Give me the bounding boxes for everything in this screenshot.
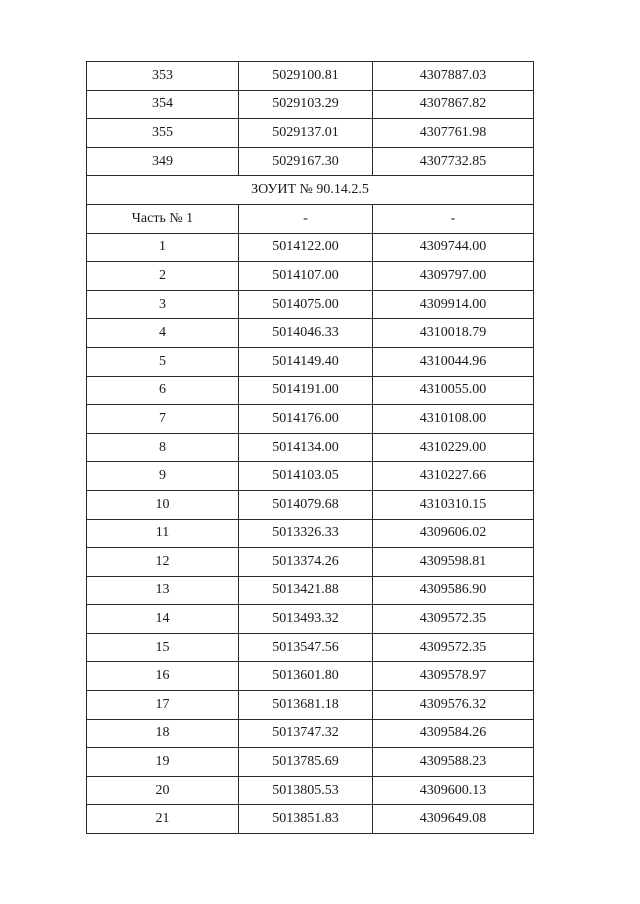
point-number-cell: 18: [87, 719, 239, 748]
coordinates-table-body: [87, 62, 534, 834]
point-number-cell: 21: [87, 805, 239, 834]
y-coordinate-cell: 4309914.00: [373, 290, 534, 319]
y-coordinate-cell: 4310018.79: [373, 319, 534, 348]
y-coordinate-cell: 4309797.00: [373, 262, 534, 291]
point-number-cell: 7: [87, 405, 239, 434]
table-row: [87, 776, 534, 805]
point-number-cell: 3: [87, 290, 239, 319]
x-coordinate-cell: 5029137.01: [239, 119, 373, 148]
point-number-cell: 8: [87, 433, 239, 462]
x-coordinate-cell: 5014191.00: [239, 376, 373, 405]
x-coordinate-cell: 5013374.26: [239, 548, 373, 577]
table-row: [87, 233, 534, 262]
y-coordinate-cell: 4307887.03: [373, 62, 534, 91]
table-row: [87, 147, 534, 176]
point-number-cell: 9: [87, 462, 239, 491]
point-number-cell: 6: [87, 376, 239, 405]
x-coordinate-cell: 5014046.33: [239, 319, 373, 348]
point-number-cell: 16: [87, 662, 239, 691]
table-row: [87, 290, 534, 319]
table-row: [87, 605, 534, 634]
point-number-cell: 20: [87, 776, 239, 805]
point-number-cell: 349: [87, 147, 239, 176]
table-row: [87, 376, 534, 405]
y-coordinate-cell: 4309606.02: [373, 519, 534, 548]
x-coordinate-cell: 5014176.00: [239, 405, 373, 434]
x-coordinate-cell: 5014122.00: [239, 233, 373, 262]
y-coordinate-cell: 4309586.90: [373, 576, 534, 605]
point-number-cell: 17: [87, 691, 239, 720]
y-coordinate-cell: 4310229.00: [373, 433, 534, 462]
point-number-cell: 15: [87, 633, 239, 662]
x-coordinate-cell: 5013681.18: [239, 691, 373, 720]
x-coordinate-cell: 5014149.40: [239, 347, 373, 376]
table-row: [87, 805, 534, 834]
x-coordinate-cell: 5029100.81: [239, 62, 373, 91]
section-header-row: [87, 176, 534, 205]
coordinates-table: [86, 61, 534, 834]
x-coordinate-cell: 5013805.53: [239, 776, 373, 805]
point-number-cell: 1: [87, 233, 239, 262]
point-number-cell: 12: [87, 548, 239, 577]
x-coordinate-cell: 5013493.32: [239, 605, 373, 634]
point-number-cell: 5: [87, 347, 239, 376]
x-coordinate-cell: 5013747.32: [239, 719, 373, 748]
table-row: [87, 719, 534, 748]
point-number-cell: 14: [87, 605, 239, 634]
y-coordinate-cell: 4309744.00: [373, 233, 534, 262]
table-row: [87, 62, 534, 91]
x-coordinate-cell: 5014134.00: [239, 433, 373, 462]
part-label-cell: Часть № 1: [87, 204, 239, 233]
x-coordinate-cell: 5014079.68: [239, 490, 373, 519]
table-row: [87, 319, 534, 348]
point-number-cell: 13: [87, 576, 239, 605]
x-coordinate-cell: 5014103.05: [239, 462, 373, 491]
point-number-cell: 353: [87, 62, 239, 91]
table-row: [87, 462, 534, 491]
point-number-cell: 4: [87, 319, 239, 348]
point-number-cell: 354: [87, 90, 239, 119]
y-coordinate-cell: 4309600.13: [373, 776, 534, 805]
table-row: [87, 262, 534, 291]
table-row: [87, 433, 534, 462]
y-coordinate-cell: 4309576.32: [373, 691, 534, 720]
table-row: [87, 490, 534, 519]
zone-title-cell: ЗОУИТ № 90.14.2.5: [87, 176, 534, 205]
point-number-cell: 10: [87, 490, 239, 519]
y-coordinate-cell: 4309649.08: [373, 805, 534, 834]
x-coordinate-cell: 5013601.80: [239, 662, 373, 691]
table-row: [87, 576, 534, 605]
table-row: [87, 347, 534, 376]
table-row: [87, 90, 534, 119]
part-x-placeholder: -: [239, 204, 373, 233]
table-row: [87, 119, 534, 148]
table-row: [87, 691, 534, 720]
y-coordinate-cell: 4309578.97: [373, 662, 534, 691]
table-row: [87, 548, 534, 577]
point-number-cell: 2: [87, 262, 239, 291]
table-row: [87, 519, 534, 548]
point-number-cell: 11: [87, 519, 239, 548]
y-coordinate-cell: 4310055.00: [373, 376, 534, 405]
x-coordinate-cell: 5029103.29: [239, 90, 373, 119]
x-coordinate-cell: 5013547.56: [239, 633, 373, 662]
table-row: [87, 748, 534, 777]
part-row: [87, 204, 534, 233]
y-coordinate-cell: 4307732.85: [373, 147, 534, 176]
x-coordinate-cell: 5029167.30: [239, 147, 373, 176]
table-row: [87, 662, 534, 691]
x-coordinate-cell: 5014107.00: [239, 262, 373, 291]
table-row: [87, 633, 534, 662]
y-coordinate-cell: 4307867.82: [373, 90, 534, 119]
y-coordinate-cell: 4310227.66: [373, 462, 534, 491]
table-row: [87, 405, 534, 434]
y-coordinate-cell: 4309572.35: [373, 633, 534, 662]
part-y-placeholder: -: [373, 204, 534, 233]
point-number-cell: 355: [87, 119, 239, 148]
y-coordinate-cell: 4309588.23: [373, 748, 534, 777]
y-coordinate-cell: 4310310.15: [373, 490, 534, 519]
y-coordinate-cell: 4310108.00: [373, 405, 534, 434]
y-coordinate-cell: 4309598.81: [373, 548, 534, 577]
y-coordinate-cell: 4309572.35: [373, 605, 534, 634]
y-coordinate-cell: 4310044.96: [373, 347, 534, 376]
x-coordinate-cell: 5013421.88: [239, 576, 373, 605]
y-coordinate-cell: 4307761.98: [373, 119, 534, 148]
point-number-cell: 19: [87, 748, 239, 777]
x-coordinate-cell: 5013785.69: [239, 748, 373, 777]
x-coordinate-cell: 5013851.83: [239, 805, 373, 834]
x-coordinate-cell: 5014075.00: [239, 290, 373, 319]
x-coordinate-cell: 5013326.33: [239, 519, 373, 548]
y-coordinate-cell: 4309584.26: [373, 719, 534, 748]
